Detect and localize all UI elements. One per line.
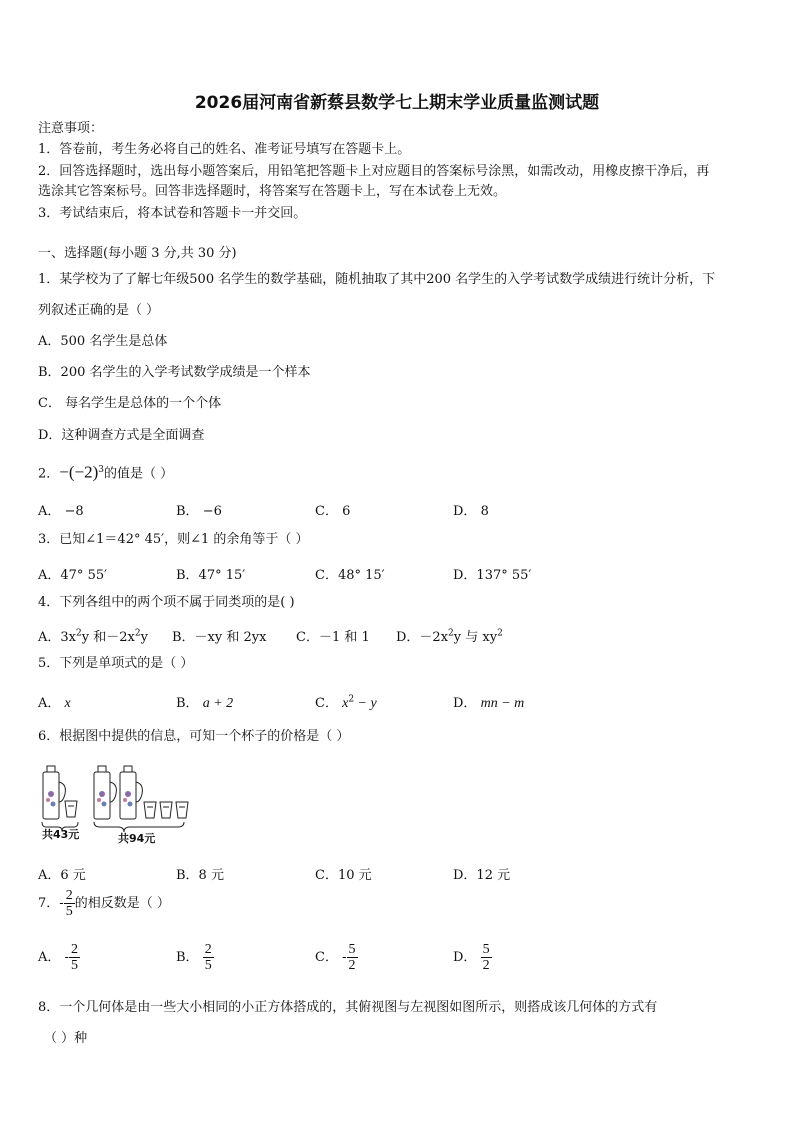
question-stem: 6．根据图中提供的信息，可知一个杯子的价格是（ ） [38, 729, 350, 744]
notice-item: 1．答卷前，考生务必将自己的姓名、准考证号填写在答题卡上。 [38, 142, 411, 157]
option-a: A． −8 [38, 504, 84, 519]
cup-icon [65, 801, 77, 817]
exponent: 3 [98, 465, 105, 475]
fraction: $\frac{2}{5}$ [65, 888, 73, 919]
thermos-icon [120, 766, 142, 819]
page-title: 2026届河南省新蔡县数学七上期末学业质量监测试题 [194, 93, 600, 113]
section-heading: 一、选择题(每小题 3 分,共 30 分) [38, 246, 237, 261]
bracket [94, 822, 184, 832]
option-c: C．48° 15′ [315, 568, 385, 583]
notice-item: 2．回答选择题时，选出每小题答案后，用铅笔把答题卡上对应题目的答案标号涂黑，如需改动，用橡皮擦干净后，再 [38, 164, 710, 179]
notice-heading: 注意事项： [38, 121, 104, 136]
option-b: B．－xy 和 2yx [172, 630, 267, 645]
option-c: C． - $\frac{5}{2}$ [315, 942, 356, 973]
option-d: D．137° 55′ [453, 568, 532, 583]
option-c: C． $x^2 - y$ [315, 694, 377, 711]
thermos-cups-figure [38, 764, 198, 848]
option-b: B． $\frac{2}{5}$ [176, 942, 212, 973]
question-stem: 4．下列各组中的两个项不属于同类项的是( ) [38, 595, 295, 610]
thermos-icon [94, 766, 116, 819]
question-stem: 5．下列是单项式的是（ ） [38, 656, 194, 671]
option-a: A． x [38, 696, 71, 711]
option-d: D． 8 [453, 504, 489, 519]
cup-icon [176, 802, 188, 818]
question-stem: 7．- $\frac{2}{5}$ 的相反数是（ ） [38, 888, 170, 919]
option-b: B．47° 15′ [176, 568, 246, 583]
thermos-icon [43, 766, 65, 819]
option-a: A．47° 55′ [38, 568, 108, 583]
question-stem-cont: 列叙述正确的是（ ） [38, 303, 160, 318]
option-d: D． mn − m [453, 696, 525, 711]
option-d: D．这种调查方式是全面调查 [38, 428, 205, 443]
option-c: C．－1 和 1 [296, 630, 370, 645]
cup-icon [160, 802, 172, 818]
option-d: D． $\frac{5}{2}$ [453, 942, 490, 973]
question-stem: 3．已知∠1＝42° 45′，则∠1 的余角等于（ ） [38, 532, 309, 547]
option-d: D．$-2x^2y$ 与 $xy^2$ [396, 628, 503, 645]
option-a: A． - $\frac{2}{5}$ [38, 942, 78, 973]
cup-icon [144, 802, 156, 818]
option-c: C． 每名学生是总体的一个个体 [38, 396, 222, 411]
option-a: A．6 元 [38, 868, 86, 883]
option-a: A．$3x^2y$ 和$-2x^2y$ [38, 628, 148, 645]
figure-label-43: 共43元 [42, 828, 80, 841]
option-b: B． −6 [176, 504, 222, 519]
notice-item: 选涂其它答案标号。回答非选择题时，将答案写在答题卡上，写在本试卷上无效。 [38, 184, 507, 199]
option-b: B． a + 2 [176, 696, 234, 711]
notice-item: 3．考试结束后，将本试卷和答题卡一并交回。 [38, 206, 307, 221]
option-b: B．200 名学生的入学考试数学成绩是一个样本 [38, 365, 311, 380]
option-c: C． 6 [315, 504, 351, 519]
question-stem: 1．某学校为了了解七年级500 名学生的数学基础，随机抽取了其中200 名学生的入学考试数学成绩进行统计分析，下 [38, 272, 716, 287]
question-stem: 2．$-(-2)^3$的值是（ ） [38, 462, 174, 482]
option-a: A．500 名学生是总体 [38, 334, 168, 349]
figure-label-94: 共94元 [118, 832, 156, 845]
option-d: D．12 元 [453, 868, 511, 883]
question-stem: 8．一个几何体是由一些大小相同的小正方体搭成的，其俯视图与左视图如图所示，则搭成该几何体的方式有 [38, 1000, 658, 1015]
question-stem-cont: （ ）种 [44, 1031, 88, 1046]
option-b: B．8 元 [176, 868, 224, 883]
option-c: C．10 元 [315, 868, 372, 883]
math-expression: −(−2) [59, 462, 99, 482]
